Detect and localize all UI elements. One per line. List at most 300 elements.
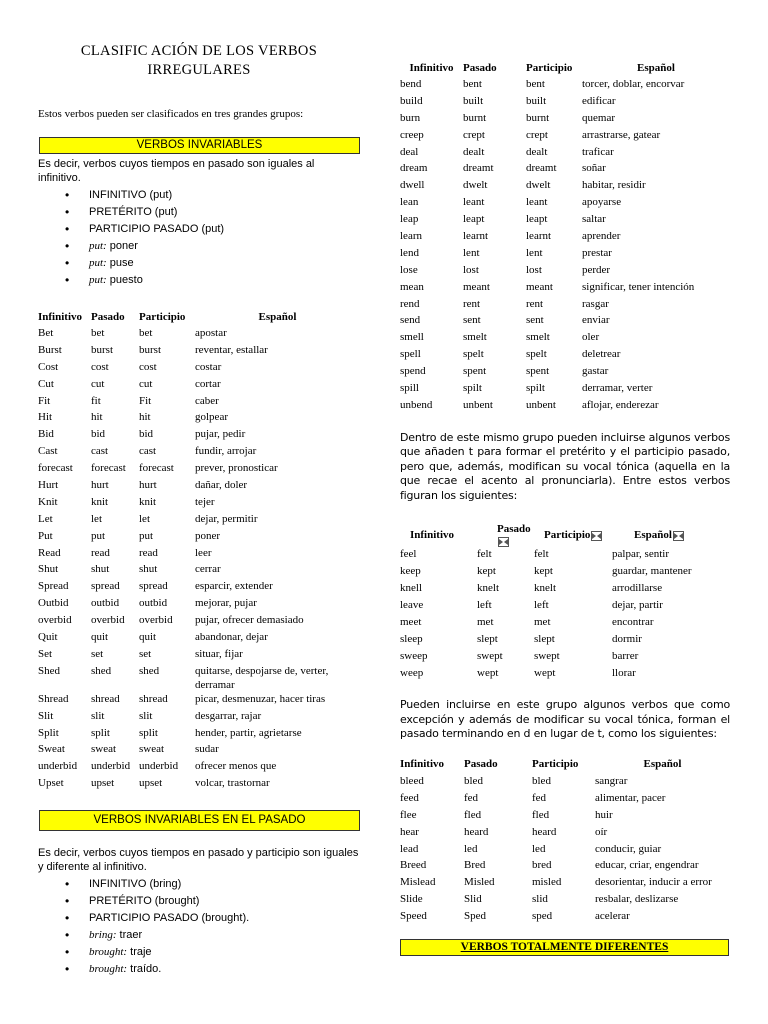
cell-infinitivo: sweep bbox=[400, 649, 428, 662]
cell-pasado: cast bbox=[91, 445, 109, 458]
cell-infinitivo: Bet bbox=[38, 327, 54, 339]
cell-espanol: sangrar bbox=[595, 774, 628, 787]
table-row bbox=[38, 360, 360, 377]
invariables-verb-table bbox=[38, 307, 360, 793]
cell-pasado: left bbox=[477, 598, 492, 611]
cell-participio: sweat bbox=[139, 743, 165, 756]
cell-participio: lent bbox=[526, 246, 543, 259]
cell-espanol: resbalar, deslizarse bbox=[595, 893, 679, 906]
cell-espanol: leer bbox=[195, 546, 212, 559]
bullet-item: • PRETÉRITO (brought) bbox=[63, 893, 360, 910]
table-row bbox=[400, 875, 730, 892]
cell-espanol: deletrear bbox=[582, 348, 621, 361]
cell-participio: met bbox=[534, 615, 551, 628]
cell-infinitivo: knell bbox=[400, 582, 422, 595]
bullet-item: • INFINITIVO (put) bbox=[63, 187, 360, 204]
cell-infinitivo: lead bbox=[400, 842, 419, 855]
cell-infinitivo: dwell bbox=[400, 179, 425, 192]
cell-pasado: leapt bbox=[463, 213, 485, 226]
table-row bbox=[400, 825, 730, 842]
cell-espanol: dormir bbox=[612, 632, 642, 645]
cell-participio: spilt bbox=[526, 382, 545, 395]
column-header-participio: Participio bbox=[526, 61, 573, 74]
bullet-item: • brought: traído. bbox=[63, 961, 360, 978]
table-row bbox=[38, 343, 360, 360]
cell-pasado: cost bbox=[91, 360, 109, 373]
table-row bbox=[38, 495, 360, 512]
cell-espanol: aflojar, enderezar bbox=[582, 398, 659, 411]
vowel-change-verb-table bbox=[400, 523, 730, 682]
cell-espanol: tejer bbox=[195, 495, 215, 508]
column-header-infinitivo: Infinitivo bbox=[38, 310, 83, 323]
cell-participio: shed bbox=[139, 664, 160, 677]
cell-espanol: ofrecer menos que bbox=[195, 760, 277, 773]
cell-espanol: picar, desmenuzar, hacer tiras bbox=[195, 692, 326, 705]
cell-participio: underbid bbox=[139, 760, 179, 773]
cell-infinitivo: Bid bbox=[38, 428, 54, 441]
table-row bbox=[400, 892, 730, 909]
cell-pasado: split bbox=[91, 726, 110, 739]
cell-infinitivo: Set bbox=[38, 647, 53, 660]
cell-participio: set bbox=[139, 647, 152, 660]
table-row bbox=[38, 529, 360, 546]
table-row bbox=[38, 512, 360, 529]
table-row bbox=[400, 398, 730, 415]
cell-participio: lost bbox=[526, 263, 542, 276]
cell-pasado: rent bbox=[463, 297, 481, 310]
column-header-pasado: Pasado bbox=[463, 61, 497, 74]
cell-pasado: fled bbox=[464, 808, 482, 821]
cell-participio: shread bbox=[139, 692, 168, 705]
cell-participio: fled bbox=[532, 808, 550, 821]
cell-pasado: swept bbox=[477, 649, 503, 662]
cell-infinitivo: Split bbox=[38, 726, 59, 739]
cell-espanol: saltar bbox=[582, 213, 606, 226]
cell-participio: cast bbox=[139, 445, 157, 458]
bullet-item: • brought: traje bbox=[63, 944, 360, 961]
cell-infinitivo: forecast bbox=[38, 462, 73, 475]
cell-pasado: leant bbox=[463, 196, 485, 209]
section2-description: Es decir, verbos cuyos tiempos en pasado y participio son iguales y diferente al infinitivo. bbox=[38, 847, 359, 874]
cell-infinitivo: spend bbox=[400, 365, 426, 378]
bullet-item: • INFINITIVO (bring) bbox=[63, 876, 360, 893]
cell-pasado: spent bbox=[463, 365, 487, 378]
intro-text: Estos verbos pueden ser clasificados en tres grandes grupos: bbox=[38, 108, 304, 120]
cell-participio: Fit bbox=[139, 394, 152, 407]
cell-participio: left bbox=[534, 598, 549, 611]
cell-infinitivo: Put bbox=[38, 529, 53, 542]
cell-pasado: sweat bbox=[91, 743, 117, 756]
cell-espanol: fundir, arrojar bbox=[195, 445, 257, 458]
table-row bbox=[400, 111, 730, 128]
bullet-item: • put: poner bbox=[63, 238, 360, 255]
cell-espanol: quitarse, despojarse de, verter, derramar bbox=[195, 664, 329, 691]
table-row bbox=[400, 212, 730, 229]
table-row bbox=[38, 613, 360, 630]
cell-espanol: esparcir, extender bbox=[195, 580, 273, 593]
cell-infinitivo: Shed bbox=[38, 664, 60, 677]
table-row bbox=[400, 161, 730, 178]
table-row bbox=[400, 666, 730, 683]
cell-participio: sped bbox=[532, 910, 553, 923]
cell-espanol: aprender bbox=[582, 230, 621, 243]
cell-participio: wept bbox=[534, 666, 556, 679]
table-row bbox=[38, 664, 360, 692]
column-header-participio: Participio bbox=[532, 758, 579, 771]
cell-pasado: lent bbox=[463, 246, 480, 259]
column-header-infinitivo: Infinitivo bbox=[400, 758, 445, 771]
column-header-espanol: Español bbox=[258, 310, 297, 323]
cell-pasado: kept bbox=[477, 565, 496, 578]
cell-infinitivo: burn bbox=[400, 111, 421, 124]
cell-espanol: perder bbox=[582, 263, 611, 276]
table-row bbox=[400, 297, 730, 314]
cell-espanol: costar bbox=[195, 360, 222, 373]
column-header-participio: Participio bbox=[139, 310, 186, 323]
cell-participio: bid bbox=[139, 428, 154, 441]
cell-participio: overbid bbox=[139, 614, 173, 627]
cell-infinitivo: Let bbox=[38, 512, 53, 525]
right-column bbox=[400, 58, 730, 956]
cell-espanol: situar, fijar bbox=[195, 647, 243, 660]
cell-participio: kept bbox=[534, 565, 553, 578]
placeholder-icon bbox=[498, 537, 509, 547]
column-header-participio: Participio bbox=[534, 523, 612, 547]
cell-participio: smelt bbox=[526, 331, 550, 344]
cell-infinitivo: leap bbox=[400, 213, 419, 226]
cell-infinitivo: feed bbox=[400, 791, 419, 804]
table-row bbox=[400, 347, 730, 364]
cell-participio: upset bbox=[139, 777, 163, 790]
cell-pasado: underbid bbox=[91, 760, 131, 773]
cell-participio: learnt bbox=[526, 230, 552, 243]
cell-espanol: conducir, guiar bbox=[595, 842, 662, 855]
cell-participio: felt bbox=[534, 548, 549, 561]
left-column bbox=[38, 42, 360, 978]
cell-pasado: Slid bbox=[464, 893, 482, 906]
cell-pasado: Sped bbox=[464, 910, 486, 923]
table-row bbox=[400, 229, 730, 246]
cell-espanol: arrodillarse bbox=[612, 582, 663, 595]
placeholder-icon bbox=[591, 531, 602, 541]
table-row bbox=[400, 313, 730, 330]
bullet-item: • PARTICIPIO PASADO (brought). bbox=[63, 910, 360, 927]
table-row bbox=[38, 377, 360, 394]
cell-infinitivo: deal bbox=[400, 145, 419, 158]
table-row bbox=[38, 410, 360, 427]
cell-participio: swept bbox=[534, 649, 560, 662]
cell-espanol: dañar, doler bbox=[195, 479, 248, 492]
cell-infinitivo: Outbid bbox=[38, 597, 69, 610]
cell-espanol: soñar bbox=[582, 162, 606, 175]
cell-participio: bet bbox=[139, 327, 153, 339]
cell-infinitivo: feel bbox=[400, 548, 417, 561]
table-row bbox=[38, 647, 360, 664]
cell-participio: outbid bbox=[139, 597, 168, 610]
cell-espanol: abandonar, dejar bbox=[195, 631, 268, 644]
cell-pasado: outbid bbox=[91, 597, 120, 610]
cell-espanol: reventar, estallar bbox=[195, 343, 268, 356]
cell-espanol: oír bbox=[595, 825, 608, 838]
cell-participio: hit bbox=[139, 411, 151, 424]
cell-espanol: habitar, residir bbox=[582, 179, 646, 192]
d-ending-verb-table bbox=[400, 755, 730, 926]
cell-infinitivo: send bbox=[400, 314, 421, 327]
cell-infinitivo: Slit bbox=[38, 709, 54, 722]
cell-infinitivo: Sweat bbox=[38, 743, 65, 756]
cell-pasado: slit bbox=[91, 709, 105, 722]
cell-participio: forecast bbox=[139, 462, 174, 475]
cell-infinitivo: Slide bbox=[400, 893, 423, 906]
cell-pasado: learnt bbox=[463, 230, 489, 243]
cell-participio: spread bbox=[139, 580, 168, 593]
cell-espanol: apoyarse bbox=[582, 196, 622, 209]
cell-pasado: read bbox=[91, 546, 110, 559]
cell-espanol: gastar bbox=[582, 365, 609, 378]
cell-pasado: spread bbox=[91, 580, 120, 593]
cell-infinitivo: Quit bbox=[38, 631, 58, 644]
cell-espanol: enviar bbox=[582, 314, 610, 327]
table-row bbox=[400, 381, 730, 398]
cell-infinitivo: Speed bbox=[400, 910, 427, 923]
cell-pasado: heard bbox=[464, 825, 489, 838]
table-row bbox=[38, 478, 360, 495]
cell-participio: burnt bbox=[526, 111, 550, 124]
table-row bbox=[38, 709, 360, 726]
cell-pasado: hit bbox=[91, 411, 103, 424]
cell-espanol: volcar, trastornar bbox=[195, 777, 270, 790]
cell-infinitivo: Read bbox=[38, 546, 61, 559]
column-header-espanol: Español bbox=[637, 61, 675, 74]
cell-pasado: sent bbox=[463, 314, 481, 327]
cell-espanol: cortar bbox=[195, 377, 221, 390]
table-row bbox=[38, 579, 360, 596]
cell-infinitivo: spill bbox=[400, 382, 419, 395]
bullet-item: • bring: traer bbox=[63, 927, 360, 944]
cell-espanol: oler bbox=[582, 331, 600, 344]
cell-participio: hurt bbox=[139, 479, 157, 492]
cell-espanol: edificar bbox=[582, 94, 616, 107]
cell-pasado: shut bbox=[91, 563, 110, 576]
table-row bbox=[400, 94, 730, 111]
cell-pasado: smelt bbox=[463, 331, 487, 344]
table-row bbox=[400, 598, 730, 615]
cell-pasado: met bbox=[477, 615, 494, 628]
table-row bbox=[38, 742, 360, 759]
cell-infinitivo: Cast bbox=[38, 445, 58, 458]
cell-infinitivo: Hurt bbox=[38, 479, 59, 492]
cell-participio: leant bbox=[526, 196, 548, 209]
cell-pasado: shread bbox=[91, 692, 120, 705]
cell-pasado: dreamt bbox=[463, 162, 494, 175]
cell-pasado: set bbox=[91, 647, 104, 660]
table-row bbox=[38, 326, 360, 343]
cell-pasado: lost bbox=[463, 263, 479, 276]
cell-infinitivo: bend bbox=[400, 78, 422, 90]
cell-espanol: caber bbox=[195, 394, 219, 407]
cell-infinitivo: creep bbox=[400, 128, 424, 141]
cell-infinitivo: Shut bbox=[38, 563, 59, 576]
table-row bbox=[400, 564, 730, 581]
cell-pasado: overbid bbox=[91, 614, 125, 627]
table-row bbox=[400, 858, 730, 875]
cell-participio: fed bbox=[532, 791, 547, 804]
cell-infinitivo: Upset bbox=[38, 777, 64, 790]
cell-participio: dwelt bbox=[526, 179, 551, 192]
cell-infinitivo: dream bbox=[400, 162, 428, 175]
cell-pasado: bid bbox=[91, 428, 106, 441]
bullet-item: • PARTICIPIO PASADO (put) bbox=[63, 221, 360, 238]
column-header-espanol: Español bbox=[643, 758, 682, 771]
table-row bbox=[400, 909, 730, 926]
cell-espanol: dejar, permitir bbox=[195, 512, 258, 525]
cell-espanol: desgarrar, rajar bbox=[195, 709, 262, 722]
cell-pasado: Misled bbox=[464, 876, 495, 889]
cell-participio: unbent bbox=[526, 398, 556, 411]
cell-infinitivo: lose bbox=[400, 263, 418, 276]
column-header-infinitivo: Infinitivo bbox=[410, 529, 455, 542]
cell-participio: cut bbox=[139, 377, 153, 390]
cell-pasado: bled bbox=[464, 774, 483, 787]
bullet-item: • PRETÉRITO (put) bbox=[63, 204, 360, 221]
cell-participio: heard bbox=[532, 825, 557, 838]
table-row bbox=[38, 596, 360, 613]
table-row bbox=[400, 246, 730, 263]
cell-participio: rent bbox=[526, 297, 544, 310]
table-row bbox=[400, 842, 730, 859]
cell-espanol: sudar bbox=[195, 743, 219, 756]
cell-pasado: meant bbox=[463, 280, 490, 293]
table-row bbox=[400, 615, 730, 632]
cell-infinitivo: Mislead bbox=[400, 876, 436, 889]
section1-bullet-list bbox=[63, 187, 360, 289]
cell-espanol: guardar, mantener bbox=[612, 565, 692, 578]
cell-participio: meant bbox=[526, 280, 553, 293]
cell-participio: bled bbox=[532, 774, 551, 787]
cell-participio: split bbox=[139, 726, 158, 739]
cell-espanol: alimentar, pacer bbox=[595, 791, 666, 804]
cell-pasado: led bbox=[464, 842, 478, 855]
cell-participio: cost bbox=[139, 360, 157, 373]
table-row bbox=[38, 692, 360, 709]
table-row bbox=[400, 632, 730, 649]
cell-infinitivo: hear bbox=[400, 825, 419, 838]
cell-infinitivo: Fit bbox=[38, 394, 51, 407]
cell-pasado: quit bbox=[91, 631, 109, 644]
cell-infinitivo: learn bbox=[400, 230, 422, 243]
cell-pasado: crept bbox=[463, 128, 485, 141]
table-row bbox=[400, 649, 730, 666]
table-row bbox=[400, 145, 730, 162]
cell-participio: leapt bbox=[526, 213, 548, 226]
cell-pasado: Bred bbox=[464, 859, 486, 872]
cell-infinitivo: meet bbox=[400, 615, 422, 628]
table-row bbox=[38, 759, 360, 776]
cell-pasado: put bbox=[91, 529, 106, 542]
table-header-row bbox=[400, 755, 730, 774]
cell-infinitivo: underbid bbox=[38, 760, 78, 773]
cell-espanol: torcer, doblar, encorvar bbox=[582, 78, 685, 90]
cell-espanol: pujar, ofrecer demasiado bbox=[195, 614, 304, 627]
table-row bbox=[38, 444, 360, 461]
table-row bbox=[400, 77, 730, 94]
cell-espanol: cerrar bbox=[195, 563, 221, 576]
cell-espanol: mejorar, pujar bbox=[195, 597, 257, 610]
cell-pasado: spelt bbox=[463, 348, 484, 361]
cell-infinitivo: lend bbox=[400, 246, 419, 259]
cell-espanol: barrer bbox=[612, 649, 639, 662]
cell-participio: quit bbox=[139, 631, 157, 644]
invariables-pasado-verb-table bbox=[400, 58, 730, 415]
cell-participio: read bbox=[139, 546, 158, 559]
cell-infinitivo: lean bbox=[400, 196, 419, 209]
cell-espanol: derramar, verter bbox=[582, 382, 653, 395]
section2-bullet-list bbox=[63, 876, 360, 978]
cell-participio: sent bbox=[526, 314, 544, 327]
cell-participio: let bbox=[139, 512, 150, 525]
section-heading-invariables-pasado: VERBOS INVARIABLES EN EL PASADO bbox=[39, 810, 360, 831]
cell-pasado: dwelt bbox=[463, 179, 488, 192]
cell-espanol: rasgar bbox=[582, 297, 609, 310]
table-row bbox=[400, 808, 730, 825]
cell-participio: slit bbox=[139, 709, 153, 722]
cell-espanol: quemar bbox=[582, 111, 615, 124]
cell-infinitivo: Knit bbox=[38, 495, 58, 508]
cell-infinitivo: Hit bbox=[38, 411, 53, 424]
cell-infinitivo: weep bbox=[400, 666, 424, 679]
cell-espanol: llorar bbox=[612, 666, 636, 679]
cell-espanol: dejar, partir bbox=[612, 598, 663, 611]
cell-espanol: prever, pronosticar bbox=[195, 462, 278, 475]
cell-espanol: desorientar, inducir a error bbox=[595, 876, 712, 889]
cell-pasado: fed bbox=[464, 791, 479, 804]
cell-pasado: built bbox=[463, 94, 484, 107]
cell-pasado: knit bbox=[91, 495, 109, 508]
cell-infinitivo: rend bbox=[400, 297, 420, 310]
column-header-pasado: Pasado bbox=[477, 523, 534, 547]
cell-pasado: forecast bbox=[91, 462, 126, 475]
column-header-pasado: Pasado bbox=[91, 310, 125, 323]
cell-participio: spent bbox=[526, 365, 550, 378]
table-row bbox=[38, 776, 360, 793]
cell-infinitivo: Shread bbox=[38, 692, 69, 705]
cell-pasado: burst bbox=[91, 343, 113, 356]
cell-espanol: poner bbox=[195, 529, 221, 542]
cell-pasado: hurt bbox=[91, 479, 109, 492]
bullet-item: • put: puse bbox=[63, 255, 360, 272]
cell-participio: dealt bbox=[526, 145, 548, 158]
table-row bbox=[400, 128, 730, 145]
cell-espanol: pujar, pedir bbox=[195, 428, 246, 441]
cell-participio: slid bbox=[532, 893, 548, 906]
cell-espanol: educar, criar, engendrar bbox=[595, 859, 699, 872]
cell-infinitivo: smell bbox=[400, 331, 424, 344]
cell-pasado: spilt bbox=[463, 382, 482, 395]
table-header-row bbox=[400, 58, 730, 77]
table-header-row bbox=[400, 523, 730, 547]
table-row bbox=[400, 774, 730, 791]
cell-participio: crept bbox=[526, 128, 548, 141]
cell-participio: knit bbox=[139, 495, 157, 508]
table-header-row bbox=[38, 307, 360, 326]
table-row bbox=[400, 330, 730, 347]
cell-pasado: fit bbox=[91, 394, 101, 407]
cell-participio: shut bbox=[139, 563, 158, 576]
cell-infinitivo: Breed bbox=[400, 859, 427, 872]
cell-pasado: wept bbox=[477, 666, 499, 679]
table-row bbox=[400, 263, 730, 280]
cell-pasado: let bbox=[91, 512, 102, 525]
